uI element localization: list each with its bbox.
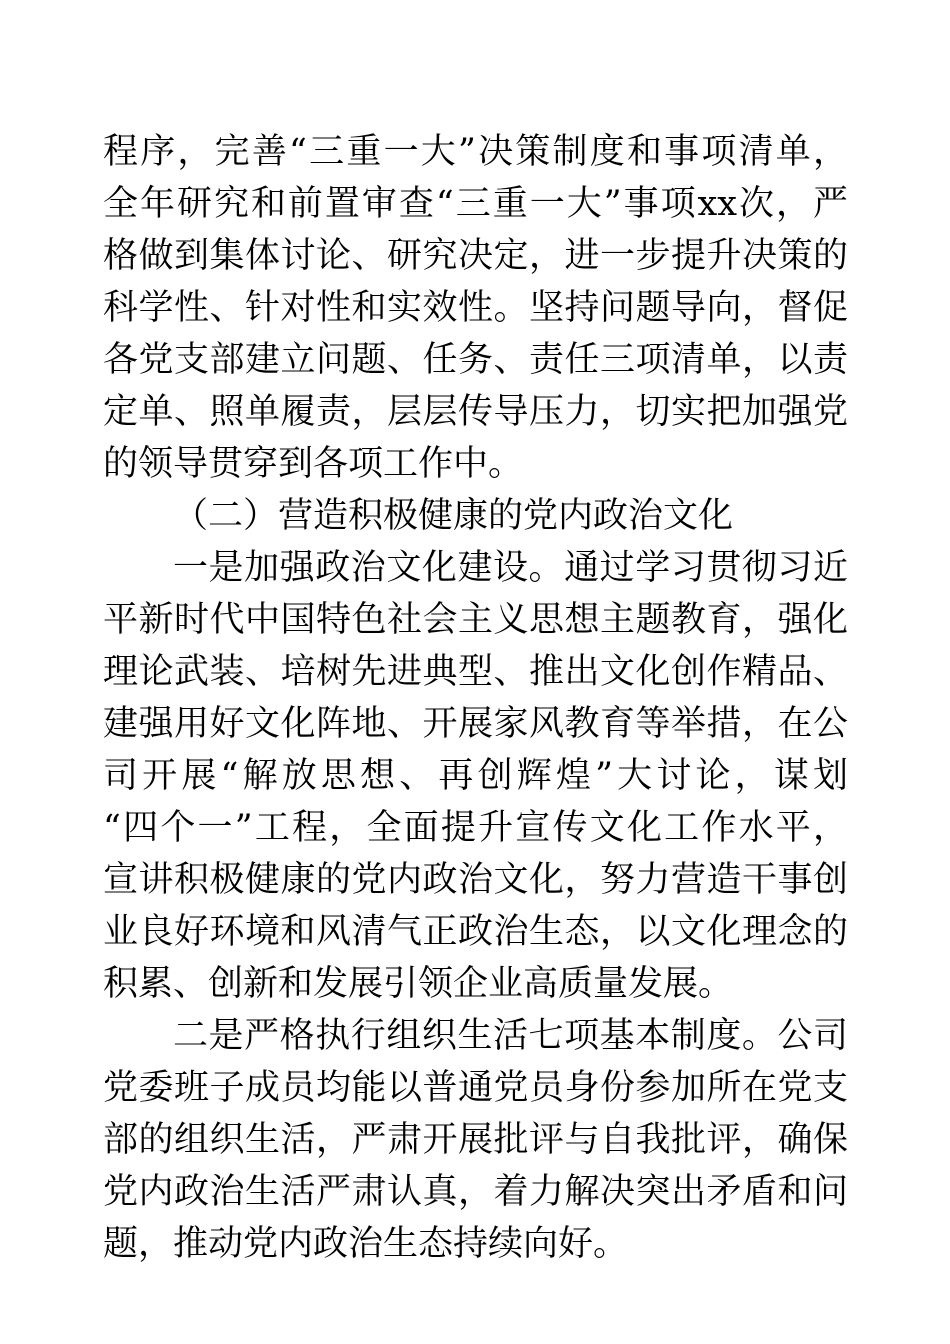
body-text-line: 宣讲积极健康的党内政治文化，努力营造干事创	[103, 860, 848, 900]
body-text-line: “四个一”工程，全面提升宣传文化工作水平，	[103, 808, 848, 848]
body-text-line: 理论武装、培树先进典型、推出文化创作精品、	[103, 652, 848, 692]
body-text-line: 党委班子成员均能以普通党员身份参加所在党支	[103, 1068, 848, 1108]
body-text-line: 全年研究和前置审查“三重一大”事项xx次，严	[103, 184, 848, 224]
body-text-line: 科学性、针对性和实效性。坚持问题导向，督促	[103, 288, 848, 328]
body-text-line: 题，推动党内政治生态持续向好。	[103, 1224, 629, 1264]
body-text-line: 各党支部建立问题、任务、责任三项清单，以责	[103, 340, 848, 380]
body-text-line: 程序，完善“三重一大”决策制度和事项清单，	[103, 132, 848, 172]
body-text-line: 建强用好文化阵地、开展家风教育等举措，在公	[103, 704, 848, 744]
paragraph-first-line: 二是严格执行组织生活七项基本制度。公司	[173, 1016, 848, 1056]
body-text-line: 的领导贯穿到各项工作中。	[103, 444, 524, 484]
paragraph-first-line: 一是加强政治文化建设。通过学习贯彻习近	[173, 548, 848, 588]
section-heading: （二）营造积极健康的党内政治文化	[173, 496, 734, 536]
body-text-line: 司开展“解放思想、再创辉煌”大讨论，谋划	[103, 756, 848, 796]
body-text-line: 定单、照单履责，层层传导压力，切实把加强党	[103, 392, 848, 432]
body-text-line: 党内政治生活严肃认真，着力解决突出矛盾和问	[103, 1172, 848, 1212]
body-text-line: 平新时代中国特色社会主义思想主题教育，强化	[103, 600, 848, 640]
body-text-line: 部的组织生活，严肃开展批评与自我批评，确保	[103, 1120, 848, 1160]
body-text-line: 业良好环境和风清气正政治生态，以文化理念的	[103, 912, 848, 952]
body-text-line: 格做到集体讨论、研究决定，进一步提升决策的	[103, 236, 848, 276]
body-text-line: 积累、创新和发展引领企业高质量发展。	[103, 964, 734, 1004]
